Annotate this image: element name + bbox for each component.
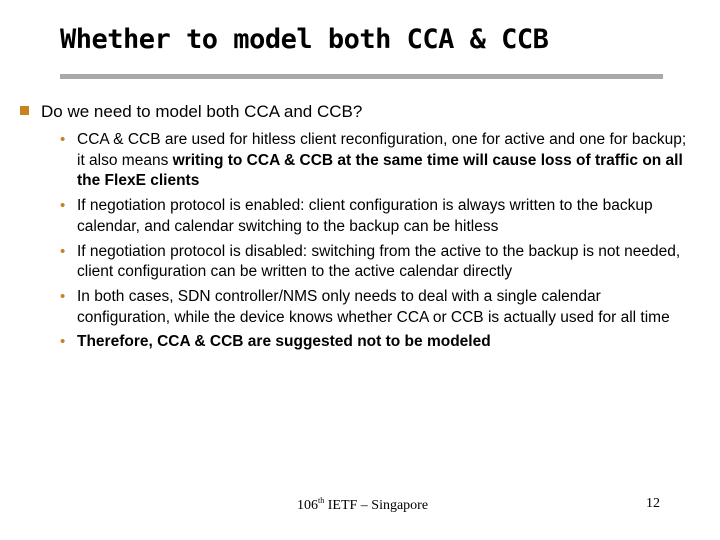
sub-bullet-bold-text: Therefore, CCA & CCB are suggested not to be modeled xyxy=(77,333,491,351)
square-bullet-icon xyxy=(20,106,29,115)
sub-bullet-item xyxy=(60,332,690,353)
sub-bullet-item xyxy=(60,287,690,328)
meeting-ordinal-suffix: th xyxy=(318,496,325,505)
meeting-name: IETF – Singapore xyxy=(324,498,429,513)
page-number: 12 xyxy=(646,496,660,511)
sub-bullet-text: If negotiation protocol is disabled: switching from the active to the backup is not needed, client configuration can be written to the active calendar directly xyxy=(77,242,681,281)
sub-bullet-bold-text: writing to CCA & CCB at the same time will cause loss of traffic on all the FlexE clients xyxy=(77,151,683,190)
sub-bullet-item xyxy=(60,242,690,283)
title-divider xyxy=(60,74,663,79)
bullet-dot-icon: • xyxy=(60,131,66,148)
sub-bullet-text: In both cases, SDN controller/NMS only needs to deal with a single calendar configuration, while the device knows whether CCA or CCB is actually used for all time xyxy=(77,287,670,326)
bullet-dot-icon: • xyxy=(60,197,66,215)
sub-bullet-text: If negotiation protocol is enabled: client configuration is always written to the backup calendar, and calendar switching to the backup can be hitless xyxy=(77,197,653,235)
main-bullet xyxy=(20,100,362,124)
meeting-number: 106 xyxy=(297,498,318,513)
slide-title: Whether to model both CCA & CCB xyxy=(60,24,549,55)
bullet-dot-icon: • xyxy=(60,287,66,305)
sub-bullet-list xyxy=(60,130,690,357)
sub-bullet-text: CCA & CCB are used for hitless client reconfiguration, one for active and one for backup; it also means xyxy=(77,131,687,169)
bullet-dot-icon: • xyxy=(60,333,66,351)
footer-meeting xyxy=(297,496,428,514)
bullet-dot-icon: • xyxy=(60,242,66,260)
sub-bullet-item xyxy=(60,196,690,237)
main-bullet-text: Do we need to model both CCA and CCB? xyxy=(41,102,363,121)
sub-bullet-item xyxy=(60,130,690,192)
